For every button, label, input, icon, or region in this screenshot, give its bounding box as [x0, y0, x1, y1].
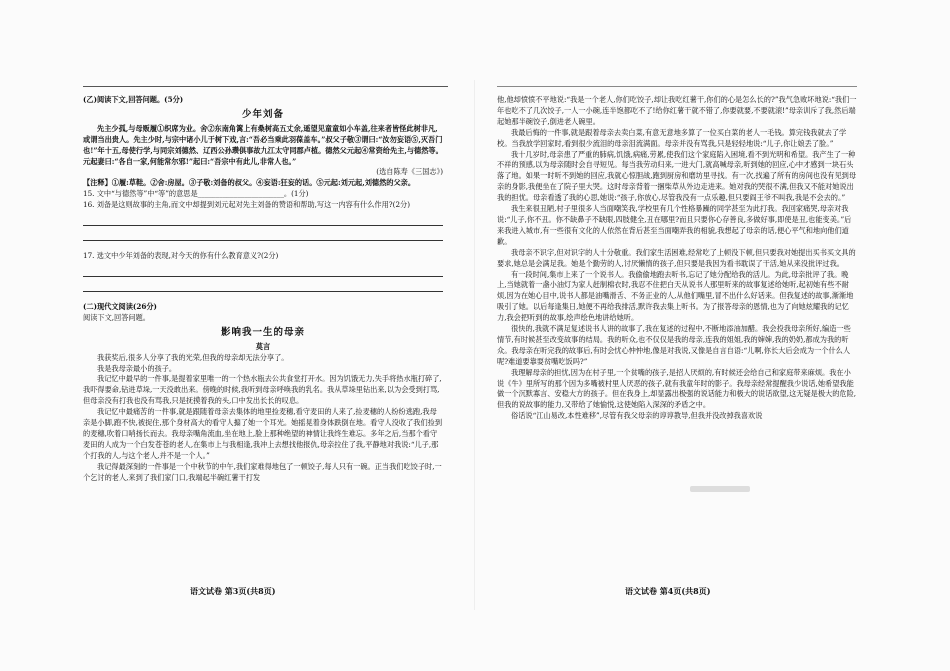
section-b-header: (二)现代文阅读(26分) — [83, 301, 157, 311]
essay-a-source: (选自陈寿《三国志》) — [376, 167, 443, 177]
answer-line[interactable] — [83, 230, 443, 241]
essay-a-paragraph: 先主少孤,与母贩履①织席为业。舍②东南角篱上有桑树高五丈余,遥望见童童如小车盖,往来者皆怪此树非凡,或谓当出贵人。先主少时,与宗中诸小儿于树下戏,言:“吾必当乘此羽葆盖车。”叔父子敬③谓曰:“汝勿妄语⑤,灭吾门也!”年十五,母使行学,与同宗刘德然、辽西公孙瓒俱事故九江太守同郡卢植。德然父元起④常资给先主,与德然等。元起妻曰:“各自一家,何能常尔邪!”起曰:“吾宗中有此儿,非常人也。” — [83, 123, 443, 166]
essay-b-paragraph: 我理解母亲的担忧,因为在村子里,一个贫嘴的孩子,是招人厌烦的,有时候还会给自己和家庭带来麻烦。我在小说《牛》里所写的那个因为多嘴被村里人厌恶的孩子,就有我童年时的影子。我母亲经常提醒我少说话,她希望我能做一个沉默寡言、安稳大方的孩子。但在我身上,却显露出极强的说话能力和极大的说话欲望,这无疑是极大的危险,但我的说故事的能力,又带给了她愉悦,这使她陷入深深的矛盾之中。 — [497, 367, 857, 410]
essay-b-paragraph: 我最后悔的一件事,就是跟着母亲去卖白菜,有意无意地多算了一位买白菜的老人一毛钱。算完钱我就去了学校。当我放学回家时,看到很少流泪的母亲泪流满面。母亲并没有骂我,只是轻轻地说:“儿子,你让娘丢了脸。” — [497, 127, 847, 148]
page-footer-3: 语文试卷 第3页(共8页) — [190, 586, 276, 596]
essay-b-paragraph: 我记忆中最早的一件事,是提着家里唯一的一个热水瓶去公共食堂打开水。因为饥饿无力,失手将热水瓶打碎了,我吓得要命,钻进草垛,一天没敢出来。傍晚的时候,我听到母亲呼唤我的乳名。我从草垛里钻出来,以为会受到打骂,但母亲没有打我也没有骂我,只是抚摸着我的头,口中发出长长的叹息。 — [83, 374, 442, 406]
section-b-intro: 阅读下文,回答问题。 — [83, 312, 150, 322]
essay-b-paragraph: 我母亲不识字,但对识字的人十分敬重。我们家生活困难,经常吃了上顿没下顿,但只要我对她提出买书买文具的要求,她总是会满足我。她是个勤劳的人,讨厌懒惰的孩子,但只要是我因为看书耽误了干活,她从来没批评过我。 — [497, 247, 856, 268]
essay-b-paragraph: 很快的,我就不满足复述说书人讲的故事了,我在复述的过程中,不断地添油加醋。我会投我母亲所好,编造一些情节,有时候甚至改变故事的结局。我的听众,也不仅仅是我的母亲,连我的姐姐,我的婶婶,我的奶奶,都成为我的听众。我母亲在听完我的故事后,有时会忧心忡忡地,像是对我说,又像是自言自语:“儿啊,你长大后会成为一个什么人呢?难道要靠耍贫嘴吃饭吗?” — [497, 324, 851, 366]
scan-edge-line-left — [83, 86, 448, 87]
question-17: 17. 选文中少年刘备的表现,对今天的你有什么教育意义?(2分) — [83, 251, 279, 261]
section-a-header: (乙)阅读下文,回答问题。(5分) — [83, 95, 184, 104]
exam-page-3 — [83, 95, 443, 483]
essay-b-paragraph: 我记得最深刻的一件事是一个中秋节的中午,我们家难得地包了一顿饺子,每人只有一碗。正当我们吃饺子时,一个乞讨的老人,来到了我们家门口,我端起半碗红薯干打发 — [83, 461, 442, 482]
annotation-notes: 【注释】①履:草鞋。②舍:房屋。③子敬:刘备的叔父。④妄语:狂妄的话。⑤元起:刘元起,刘德然的父亲。 — [83, 178, 416, 188]
scan-edge-line-right — [497, 86, 857, 87]
center-fold-line — [474, 80, 475, 610]
question-16: 16. 刘备是这则故事的主角,而文中却提到刘元起对先主刘备的赞语和帮助,写这一内容有什么作用?(2分) — [83, 200, 411, 210]
essay-a-title: 少年刘备 — [241, 108, 284, 120]
page-footer-4: 语文试卷 第4页(共8页) — [625, 586, 711, 596]
question-15: 15. 文中“与德然等”中“等”的意思是________________________。(1分) — [83, 189, 309, 199]
essay-b-paragraph: 我十几岁时,母亲患了严重的肺病,饥饿,病痛,劳累,使我们这个家庭陷入困境,看不到光明和希望。我产生了一种不祥的预感,以为母亲随时会自寻短见。每当我劳动归来,一进大门,就高喊母亲,听到她的回应,心中才感到一块石头落了地。如果一时听不到她的回应,我就心惊胆战,跑到厨房和磨坊里寻找。有一次,找遍了所有的房间也没有见到母亲的身影,我便坐在了院子里大哭。这时母亲背着一捆柴草从外边走进来。她对我的哭很不满,但我又不能对她说出我的担忧。母亲看透了我的心思,她说:“孩子,你放心,尽管我没有一点乐趣,但只要阎王爷不叫我,我是不会去的。” — [497, 149, 857, 203]
exam-page-4 — [497, 95, 857, 422]
answer-line[interactable] — [83, 266, 443, 277]
answer-line[interactable] — [83, 215, 443, 226]
essay-b-author: 莫言 — [255, 341, 271, 351]
answer-line[interactable] — [83, 281, 443, 292]
scan-smudge — [690, 486, 750, 492]
essay-b-paragraph: 我获奖后,很多人分享了我的光荣,但我的母亲却无法分享了。 — [97, 352, 289, 362]
essay-b-paragraph: 他,他却愤愤不平地说:“我是一个老人,你们吃饺子,却让我吃红薯干,你们的心是怎么长的?”我气急败坏地说:“我们一年也吃不了几次饺子,一人一小碗,连半饱都吃不了!给你红薯干就不错了,你要就要,不要就滚!”母亲训斥了我,然后端起她那半碗饺子,倒进老人碗里。 — [497, 95, 857, 126]
essay-b-paragraph: 我是我母亲最小的孩子。 — [97, 363, 177, 373]
essay-b-paragraph: 我生来很丑陋,村子里很多人当面嘲笑我,学校里有几个性格暴躁的同学甚至为此打我。我回家痛哭,母亲对我说:“儿子,你不丑。你不缺鼻子不缺眼,四肢健全,丑在哪里?而且只要你心存善良,多做好事,即使是丑,也能变美。”后来我进入城市,有一些很有文化的人依然在背后甚至当面嘲弄我的相貌,我想起了母亲的话,便心平气和地向他们道歉。 — [497, 204, 852, 246]
essay-b-title: 影响我一生的母亲 — [220, 326, 305, 338]
essay-b-paragraph: 我记忆中最痛苦的一件事,就是跟随着母亲去集体的地里捡麦穗,看守麦田的人来了,捡麦穗的人纷纷逃跑,我母亲是小脚,跑不快,被捉住,那个身材高大的看守人搧了她一个耳光。她摇晃着身体跌倒在地。看守人没收了我们捡到的麦穗,吹着口哨扬长而去。我母亲嘴角流血,坐在地上,脸上那种绝望的神情让我终生难忘。多年之后,当那个看守麦田的人成为一个白发苍苍的老人,在集市上与我相逢,我冲上去想找他报仇,母亲拉住了我,平静地对我说:“儿子,那个打我的人,与这个老人,并不是一个人。” — [83, 407, 443, 460]
essay-b-paragraph: 俗话说“江山易改,本性难移”,尽管有我父母亲的谆谆教导,但我并没改掉我喜欢说 — [511, 411, 763, 421]
essay-b-paragraph: 有一段时间,集市上来了一个说书人。我偷偷地跑去听书,忘记了她分配给我的活儿。为此,母亲批评了我。晚上,当她就着一盏小油灯为家人赶制棉衣时,我忍不住把白天从说书人那里听来的故事复述给她听,起初她有些不耐烦,因为在她心目中,说书人都是油嘴滑舌、不务正业的人,从他们嘴里,冒不出什么好话来。但我复述的故事,渐渐地吸引了她。以后每逢集日,她便不再给我排活,默许我去集上听书。为了报答母亲的恩情,也为了向她炫耀我的记忆力,我会把听到的故事,绘声绘色地讲给她听。 — [497, 269, 854, 323]
